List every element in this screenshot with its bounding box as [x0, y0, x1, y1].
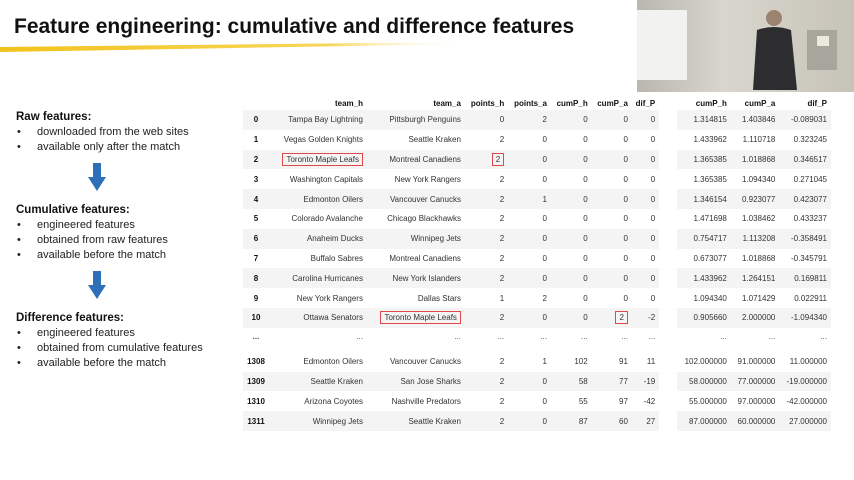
table-row	[243, 352, 831, 372]
highlighted-cell-value: 2	[492, 153, 504, 166]
table-row	[243, 169, 831, 189]
table-cell	[659, 150, 677, 170]
table-cell: Winnipeg Jets	[367, 229, 465, 249]
table-cell: 0.323245	[793, 135, 827, 145]
table-cell: San Jose Sharks	[367, 372, 465, 392]
table-cell: 1.038462	[741, 214, 776, 224]
table-cell: 1	[542, 357, 547, 367]
table-row	[243, 288, 831, 308]
row-index: 1308	[247, 357, 265, 367]
table-cell: 0	[551, 189, 592, 209]
table-cell: 0	[551, 308, 592, 328]
table-row	[243, 209, 831, 229]
table-cell	[659, 209, 677, 229]
table-cell: 0	[623, 214, 628, 224]
table-cell	[659, 391, 677, 411]
table-cell: 0	[583, 293, 588, 303]
bullet-item: • engineered features	[16, 326, 241, 341]
table-cell: 1.346154	[677, 189, 731, 209]
down-arrow-icon	[88, 163, 106, 191]
table-cell	[659, 328, 677, 346]
row-index: 9	[253, 293, 259, 303]
speaker-silhouette	[637, 0, 854, 92]
row-index: ...	[243, 328, 269, 346]
table-cell: 0	[508, 229, 551, 249]
table-cell: 0	[623, 135, 628, 145]
table-cell: 0.346517	[779, 150, 831, 170]
table-cell: 0	[542, 253, 547, 263]
table-cell: 0	[508, 308, 551, 328]
table-cell: ...	[677, 328, 731, 346]
table-cell: New York Rangers	[296, 293, 363, 303]
row-index: 0	[243, 110, 269, 130]
row-index: 1311	[243, 411, 269, 431]
cumulative-features-section	[16, 204, 241, 263]
table-cell: 77.000000	[731, 372, 779, 392]
table-cell: 0	[592, 229, 632, 249]
table-cell: 2	[465, 308, 508, 328]
table-cell: Chicago Blackhawks	[387, 214, 461, 224]
column-header: cumP_h	[556, 98, 588, 108]
highlighted-cell-value: Toronto Maple Leafs	[380, 311, 461, 324]
table-cell: 11.000000	[789, 357, 827, 367]
column-header	[659, 96, 677, 110]
features-dataframe-table	[243, 96, 831, 431]
table-cell: 0	[623, 174, 628, 184]
table-cell: 1.365385	[677, 150, 731, 170]
section-heading: Raw features:	[16, 111, 92, 123]
table-cell: 0	[542, 135, 547, 145]
table-cell: 0	[551, 268, 592, 288]
table-cell: 102	[574, 357, 588, 367]
column-header: team_a	[433, 98, 461, 108]
table-cell	[659, 352, 677, 372]
table-cell: Colorado Avalanche	[291, 214, 363, 224]
table-cell: ...	[367, 328, 465, 346]
table-cell: Ottawa Senators	[269, 308, 367, 328]
table-cell: -0.358491	[779, 229, 831, 249]
table-cell: 0	[551, 229, 592, 249]
table-cell: 0	[650, 214, 656, 224]
table-cell: 55	[578, 396, 588, 406]
table-cell: 1.018868	[741, 253, 776, 263]
table-cell: Nashville Predators	[391, 396, 461, 406]
table-cell: 0	[551, 150, 592, 170]
table-cell	[659, 268, 677, 288]
table-cell: 0.271045	[793, 174, 827, 184]
table-cell: Buffalo Sabres	[310, 253, 363, 263]
table-cell	[659, 110, 677, 130]
table-cell: ...	[508, 328, 551, 346]
table-cell: 77	[592, 372, 632, 392]
table-cell: ...	[465, 328, 508, 346]
table-cell: 2	[465, 411, 508, 431]
table-cell: 1.018868	[731, 150, 779, 170]
table-cell: 27	[632, 411, 659, 431]
down-arrow-icon	[88, 271, 106, 299]
table-cell: Montreal Canadiens	[389, 253, 461, 263]
highlighted-cell-value: Toronto Maple Leafs	[282, 153, 363, 166]
row-index: 4	[243, 189, 269, 209]
table-cell: 91	[619, 357, 628, 367]
table-cell: 91.000000	[737, 357, 776, 367]
section-heading: Difference features:	[16, 312, 125, 324]
table-cell: 102.000000	[684, 357, 727, 367]
table-cell: 0	[508, 372, 551, 392]
table-cell: 0	[592, 110, 632, 130]
table-cell: 0.754717	[677, 229, 731, 249]
table-cell: Edmonton Oilers	[303, 357, 363, 367]
table-cell: Montreal Canadiens	[367, 150, 465, 170]
table-cell: 1	[508, 189, 551, 209]
table-cell: 2	[499, 135, 505, 145]
table-cell	[269, 150, 367, 170]
table-cell: 0	[632, 150, 659, 170]
bullet-item: • obtained from raw features	[16, 233, 241, 248]
table-row	[243, 308, 831, 328]
table-cell: 2	[499, 214, 505, 224]
table-row	[243, 130, 831, 150]
table-cell: 97.000000	[737, 396, 776, 406]
table-cell: ...	[779, 328, 831, 346]
table-row	[243, 411, 831, 431]
raw-features-section	[16, 111, 241, 155]
bullet-item: • available only after the match	[16, 140, 241, 155]
speaker-video-feed	[637, 0, 854, 92]
table-cell: 2	[499, 357, 505, 367]
table-cell: Washington Capitals	[289, 174, 363, 184]
table-cell: 0	[583, 253, 588, 263]
table-cell: -0.089031	[779, 110, 831, 130]
table-cell: 2	[508, 110, 551, 130]
table-cell: 87.000000	[677, 411, 731, 431]
table-cell: New York Rangers	[394, 174, 461, 184]
table-cell: 0	[542, 214, 547, 224]
row-index: 10	[243, 308, 269, 328]
table-cell: 1.433962	[677, 268, 731, 288]
bullet-item: • available before the match	[16, 356, 241, 371]
table-cell: 0	[465, 110, 508, 130]
feature-description-panel	[16, 111, 241, 371]
table-cell: Dallas Stars	[417, 293, 461, 303]
table-cell: Anaheim Ducks	[269, 229, 367, 249]
table-cell	[367, 308, 465, 328]
table-cell: 0	[650, 253, 656, 263]
table-cell: 0	[508, 150, 551, 170]
table-cell: ...	[592, 328, 632, 346]
table-cell: -42.000000	[786, 396, 827, 406]
table-cell: 2	[542, 293, 547, 303]
table-cell: 1.264151	[731, 268, 779, 288]
table-cell: 1.071429	[741, 293, 776, 303]
table-cell: ...	[551, 328, 592, 346]
column-header: points_a	[514, 98, 547, 108]
highlighted-cell-value: 2	[615, 311, 627, 324]
table-cell: 0	[650, 174, 656, 184]
table-cell: 0	[650, 293, 656, 303]
table-row	[243, 110, 831, 130]
table-cell: ...	[731, 328, 779, 346]
table-cell: 0.673077	[693, 253, 727, 263]
table-cell: -0.345791	[790, 253, 827, 263]
table-cell: ...	[632, 328, 659, 346]
table-cell: 0.169811	[779, 268, 831, 288]
table-cell: 1.094340	[741, 174, 776, 184]
table-cell: 0	[542, 396, 547, 406]
table-cell	[659, 169, 677, 189]
table-cell	[659, 249, 677, 269]
table-cell: 0.022911	[794, 293, 827, 303]
table-cell: Carolina Hurricanes	[269, 268, 367, 288]
row-index: 1	[253, 135, 259, 145]
row-index: 1309	[243, 372, 269, 392]
row-index: 6	[243, 229, 269, 249]
table-cell: -2	[632, 308, 659, 328]
table-cell: -19	[632, 372, 659, 392]
table-row	[243, 391, 831, 411]
table-cell: 2.000000	[731, 308, 779, 328]
table-row	[243, 268, 831, 288]
column-header: team_h	[334, 98, 363, 108]
table-cell: Winnipeg Jets	[269, 411, 367, 431]
ellipsis-row	[243, 328, 831, 346]
table-cell: 55.000000	[689, 396, 727, 406]
table-cell: Vegas Golden Knights	[283, 135, 363, 145]
table-cell: Vancouver Canucks	[367, 189, 465, 209]
table-row	[243, 150, 831, 170]
section-heading: Cumulative features:	[16, 204, 130, 216]
table-cell: 0	[583, 174, 588, 184]
table-cell: Seattle Kraken	[408, 135, 461, 145]
bullet-item: • obtained from cumulative features	[16, 341, 241, 356]
table-cell: 0.433237	[793, 214, 827, 224]
bullet-item: • downloaded from the web sites	[16, 125, 241, 140]
column-header: cumP_a	[597, 98, 628, 108]
table-cell: 0	[632, 268, 659, 288]
table-cell: 0	[632, 110, 659, 130]
table-cell: 0	[583, 214, 588, 224]
table-cell: 1.314815	[677, 110, 731, 130]
table-cell: 0	[592, 189, 632, 209]
table-cell: 0	[650, 135, 656, 145]
table-cell: 0	[542, 174, 547, 184]
table-cell: 1.365385	[693, 174, 727, 184]
table-cell: 2	[465, 268, 508, 288]
table-cell: -19.000000	[779, 372, 831, 392]
table-cell: 2	[465, 229, 508, 249]
column-header	[243, 96, 269, 110]
row-index: 2	[243, 150, 269, 170]
table-cell: Pittsburgh Penguins	[367, 110, 465, 130]
table-cell: 2	[499, 253, 505, 263]
table-cell: 0	[632, 229, 659, 249]
table-cell: 0	[508, 268, 551, 288]
table-cell	[659, 372, 677, 392]
table-cell: 2	[499, 396, 505, 406]
table-cell: 2	[465, 372, 508, 392]
table-cell: 0	[508, 411, 551, 431]
table-cell	[465, 150, 508, 170]
table-cell: 97	[619, 396, 628, 406]
table-cell: Seattle Kraken	[269, 372, 367, 392]
table-cell: New York Islanders	[367, 268, 465, 288]
table-cell: 1.471698	[693, 214, 727, 224]
table-cell	[659, 130, 677, 150]
table-cell: 0	[583, 135, 588, 145]
table-cell	[659, 189, 677, 209]
table-cell: 0	[592, 268, 632, 288]
table-row	[243, 372, 831, 392]
table-cell: 0	[632, 189, 659, 209]
table-row	[243, 249, 831, 269]
table-cell: 1.110718	[742, 135, 776, 145]
table-cell: Tampa Bay Lightning	[269, 110, 367, 130]
page-title: Feature engineering: cumulative and difference features	[14, 15, 575, 38]
table-cell: 27.000000	[779, 411, 831, 431]
table-cell: 1.113208	[731, 229, 779, 249]
table-cell: ...	[269, 328, 367, 346]
table-cell: Seattle Kraken	[367, 411, 465, 431]
row-index: 1310	[247, 396, 265, 406]
bullet-item: • engineered features	[16, 218, 241, 233]
table-cell: 11	[646, 357, 656, 367]
table-cell	[659, 308, 677, 328]
table-cell: 0	[592, 150, 632, 170]
table-cell	[659, 288, 677, 308]
table-cell	[659, 229, 677, 249]
table-cell: 0	[623, 253, 628, 263]
table-cell: 0	[623, 293, 628, 303]
row-index: 7	[253, 253, 259, 263]
column-header: dif_P	[807, 98, 827, 108]
table-cell: 58	[551, 372, 592, 392]
table-cell: 0.905660	[677, 308, 731, 328]
bullet-item: • available before the match	[16, 248, 241, 263]
difference-features-section	[16, 312, 241, 371]
table-row	[243, 229, 831, 249]
title-accent-bar	[0, 42, 470, 52]
table-cell: 0.423077	[779, 189, 831, 209]
table-cell: -1.094340	[779, 308, 831, 328]
table-cell: 87	[551, 411, 592, 431]
table-cell: 58.000000	[677, 372, 731, 392]
table-cell: -42	[643, 396, 656, 406]
table-cell: 2	[499, 174, 505, 184]
table-row	[243, 189, 831, 209]
table-cell: 1	[499, 293, 505, 303]
table-cell: 1.433962	[693, 135, 727, 145]
column-header: cumP_h	[695, 98, 727, 108]
table-cell: 60.000000	[731, 411, 779, 431]
table-cell: 60	[592, 411, 632, 431]
column-header: dif_P	[635, 98, 656, 108]
table-cell	[659, 411, 677, 431]
table-cell: Arizona Coyotes	[304, 396, 363, 406]
column-header: cumP_a	[744, 98, 776, 108]
table-cell: 2	[465, 189, 508, 209]
table-header-row	[243, 96, 831, 110]
table-cell	[592, 308, 632, 328]
column-header: points_h	[470, 98, 505, 108]
row-index: 8	[243, 268, 269, 288]
table-cell: 1.403846	[731, 110, 779, 130]
table-cell: 0	[551, 110, 592, 130]
table-cell: Vancouver Canucks	[389, 357, 461, 367]
row-index: 3	[253, 174, 259, 184]
row-index: 5	[253, 214, 259, 224]
table-cell: 1.094340	[693, 293, 727, 303]
table-cell: 0.923077	[731, 189, 779, 209]
table-cell: Edmonton Oilers	[269, 189, 367, 209]
